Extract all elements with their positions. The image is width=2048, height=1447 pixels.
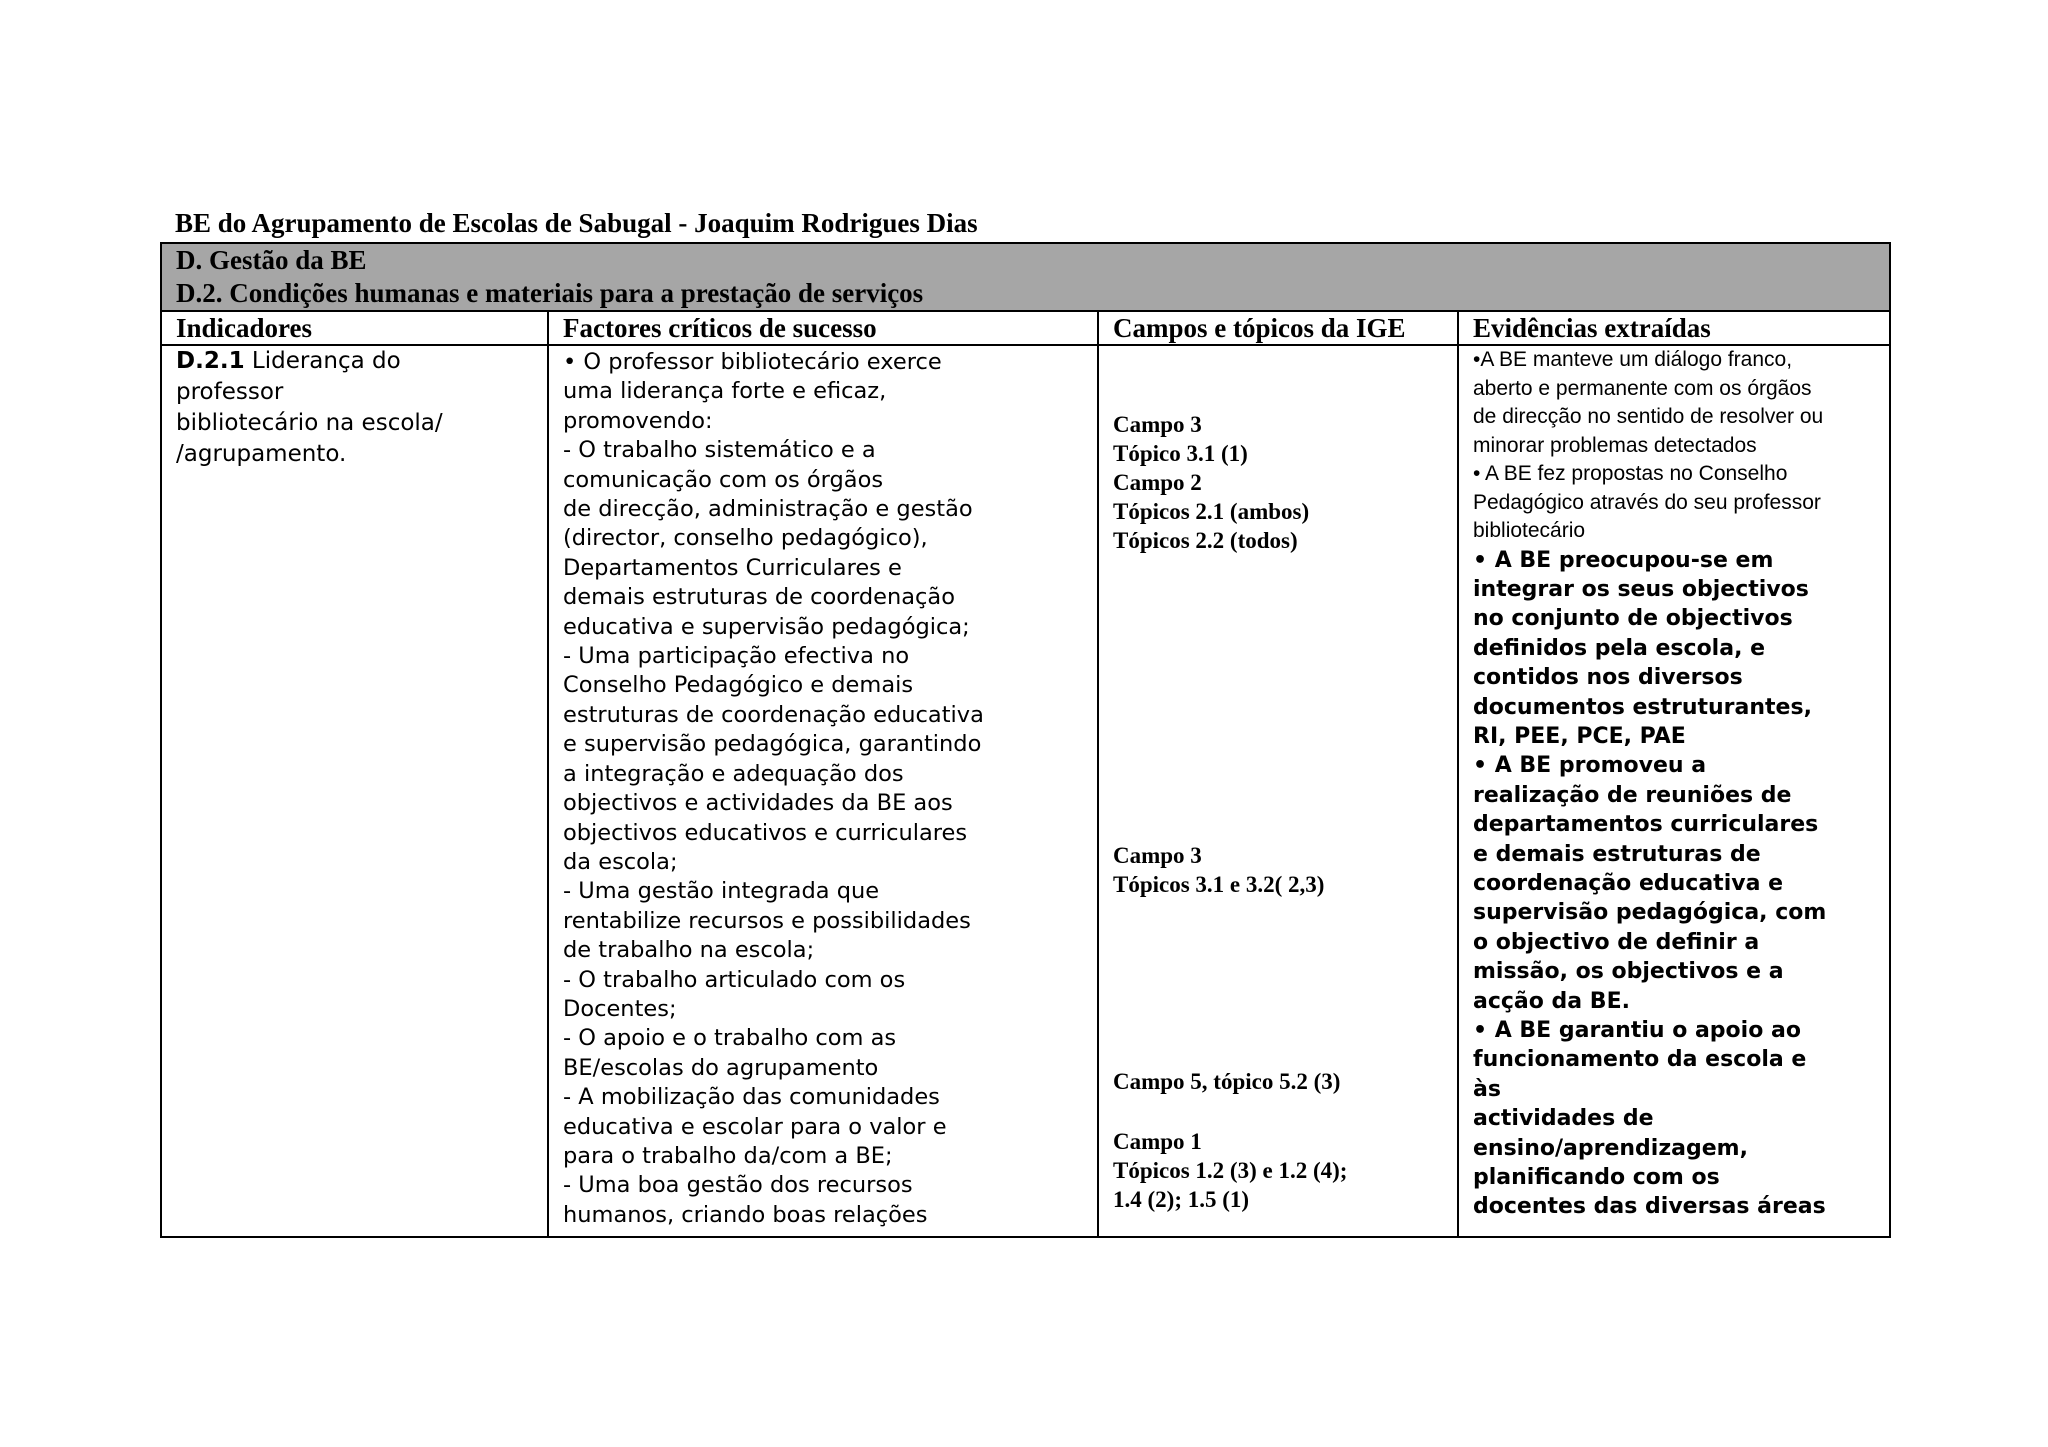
success-factor-line: promovendo: — [563, 407, 713, 434]
indicator-line: bibliotecário na escola/ — [176, 410, 443, 436]
evidence-cell — [1458, 345, 1890, 1237]
success-factor-line: Conselho Pedagógico e demais — [563, 672, 914, 699]
evidence-line: contidos nos diversos — [1473, 665, 1743, 691]
section-title: D. Gestão da BE — [176, 245, 367, 275]
success-factor-line: uma liderança forte e eficaz, — [563, 378, 887, 405]
evidence-line: departamentos curriculares — [1473, 812, 1819, 838]
ige-line: Tópicos 2.1 (ambos) — [1113, 499, 1310, 524]
evidence-line: Pedagógico através do seu professor — [1473, 490, 1821, 514]
evidence-line: o objectivo de definir a — [1473, 929, 1760, 955]
success-factor-line: - Uma boa gestão dos recursos — [563, 1172, 913, 1199]
success-factor-line: BE/escolas do agrupamento — [563, 1054, 879, 1081]
section-header-row — [161, 243, 1890, 311]
ige-block — [1113, 1127, 1347, 1214]
evidence-line: minorar problemas detectados — [1473, 433, 1757, 457]
ige-line: Campo 5, tópico 5.2 (3) — [1113, 1069, 1341, 1094]
evidence-line: docentes das diversas áreas — [1473, 1194, 1826, 1220]
evidence-line: missão, os objectivos e a — [1473, 959, 1784, 985]
ige-line: Campo 1 — [1113, 1129, 1202, 1154]
indicator-line: /agrupamento. — [176, 441, 347, 467]
success-factor-line: humanos, criando boas relações — [563, 1201, 928, 1228]
indicator-cell — [161, 345, 548, 1237]
evidence-line: funcionamento da escola e — [1473, 1047, 1807, 1073]
column-header-evidence: Evidências extraídas — [1458, 311, 1890, 345]
table-row — [161, 345, 1890, 1237]
evidence-line: • A BE garantiu o apoio ao — [1473, 1018, 1801, 1043]
evidence-line: supervisão pedagógica, com — [1473, 900, 1827, 926]
success-factor-line: da escola; — [563, 848, 678, 875]
ige-line: Campo 3 — [1113, 843, 1202, 868]
page-title: BE do Agrupamento de Escolas de Sabugal - Joaquim Rodrigues Dias — [175, 208, 978, 238]
column-header-row — [161, 311, 1890, 345]
success-factor-line: Docentes; — [563, 995, 677, 1022]
evidence-line: integrar os seus objectivos — [1473, 576, 1809, 602]
indicator-line: professor — [176, 379, 284, 405]
success-factor-line: educativa e escolar para o valor e — [563, 1113, 947, 1140]
evidence-line: realização de reuniões de — [1473, 782, 1792, 808]
evidence-line: •A BE manteve um diálogo franco, — [1473, 348, 1793, 371]
ige-line: Tópico 3.1 (1) — [1113, 441, 1248, 466]
success-factor-line: educativa e supervisão pedagógica; — [563, 613, 970, 640]
evidence-line: • A BE fez propostas no Conselho — [1473, 462, 1788, 485]
evidence-line: definidos pela escola, e — [1473, 635, 1766, 661]
column-header-ige: Campos e tópicos da IGE — [1098, 311, 1458, 345]
success-factor-line: estruturas de coordenação educativa — [563, 701, 984, 728]
ige-block — [1113, 1067, 1340, 1096]
ige-block — [1113, 468, 1309, 555]
evidence-line: • A BE promoveu a — [1473, 753, 1707, 779]
evidence-line: planificando com os — [1473, 1165, 1720, 1191]
success-factor-line: - O trabalho sistemático e a — [563, 437, 876, 464]
evidence-line: coordenação educativa e — [1473, 870, 1783, 896]
ige-line: Campo 2 — [1113, 470, 1202, 495]
success-factors-text — [563, 346, 1083, 1230]
ige-line: Campo 3 — [1113, 412, 1202, 437]
evidence-line: acção da BE. — [1473, 988, 1630, 1014]
success-factor-line: para o trabalho da/com a BE; — [563, 1142, 893, 1169]
ige-line: 1.4 (2); 1.5 (1) — [1113, 1187, 1250, 1212]
evidence-line: aberto e permanente com os órgãos — [1473, 376, 1812, 400]
success-factor-line: (director, conselho pedagógico), — [563, 525, 928, 552]
evidence-regular-text — [1473, 346, 1875, 546]
success-factor-line: a integração e adequação dos — [563, 760, 904, 787]
column-header-success-factors: Factores críticos de sucesso — [548, 311, 1098, 345]
ige-line: Tópicos 3.1 e 3.2( 2,3) — [1113, 872, 1325, 897]
evidence-line: RI, PEE, PCE, PAE — [1473, 723, 1686, 749]
evidence-line: às — [1473, 1076, 1501, 1102]
success-factor-line: objectivos e actividades da BE aos — [563, 790, 953, 817]
success-factor-line: • O professor bibliotecário exerce — [563, 349, 942, 375]
evidence-line: de direcção no sentido de resolver ou — [1473, 405, 1824, 428]
success-factors-cell — [548, 345, 1098, 1237]
success-factor-line: e supervisão pedagógica, garantindo — [563, 731, 982, 758]
indicator-code: D.2.1 — [176, 348, 245, 374]
ige-block — [1113, 841, 1324, 899]
success-factor-line: de trabalho na escola; — [563, 937, 815, 964]
evidence-line: actividades de — [1473, 1106, 1654, 1132]
ige-line: Tópicos 1.2 (3) e 1.2 (4); — [1113, 1158, 1348, 1183]
ige-line: Tópicos 2.2 (todos) — [1113, 528, 1298, 553]
success-factor-line: Departamentos Curriculares e — [563, 554, 902, 581]
success-factor-line: - Uma participação efectiva no — [563, 643, 910, 670]
evidence-line: • A BE preocupou-se em — [1473, 547, 1774, 573]
section-header-cell — [161, 243, 1890, 311]
evidence-line: e demais estruturas de — [1473, 841, 1761, 867]
success-factor-line: - Uma gestão integrada que — [563, 878, 880, 905]
success-factor-line: rentabilize recursos e possibilidades — [563, 907, 971, 934]
indicator-text: Liderança do — [244, 348, 401, 374]
success-factor-line: - O apoio e o trabalho com as — [563, 1025, 897, 1052]
evidence-line: no conjunto de objectivos — [1473, 606, 1793, 632]
evidence-line: bibliotecário — [1473, 519, 1586, 542]
evaluation-table — [160, 242, 1891, 1238]
success-factor-line: - O trabalho articulado com os — [563, 966, 906, 993]
success-factor-line: - A mobilização das comunidades — [563, 1084, 940, 1111]
ige-block — [1113, 410, 1248, 468]
indicator-line — [176, 346, 533, 377]
subsection-title: D.2. Condições humanas e materiais para a prestação de serviços — [176, 278, 924, 308]
ige-cell — [1098, 345, 1458, 1237]
evidence-line: ensino/aprendizagem, — [1473, 1135, 1748, 1161]
success-factor-line: comunicação com os órgãos — [563, 466, 884, 493]
evidence-line: documentos estruturantes, — [1473, 694, 1812, 720]
success-factor-line: de direcção, administração e gestão — [563, 496, 973, 523]
evidence-bold-text — [1473, 546, 1875, 1222]
success-factor-line: demais estruturas de coordenação — [563, 584, 955, 611]
success-factor-line: objectivos educativos e curriculares — [563, 819, 968, 846]
column-header-indicators: Indicadores — [161, 311, 548, 345]
